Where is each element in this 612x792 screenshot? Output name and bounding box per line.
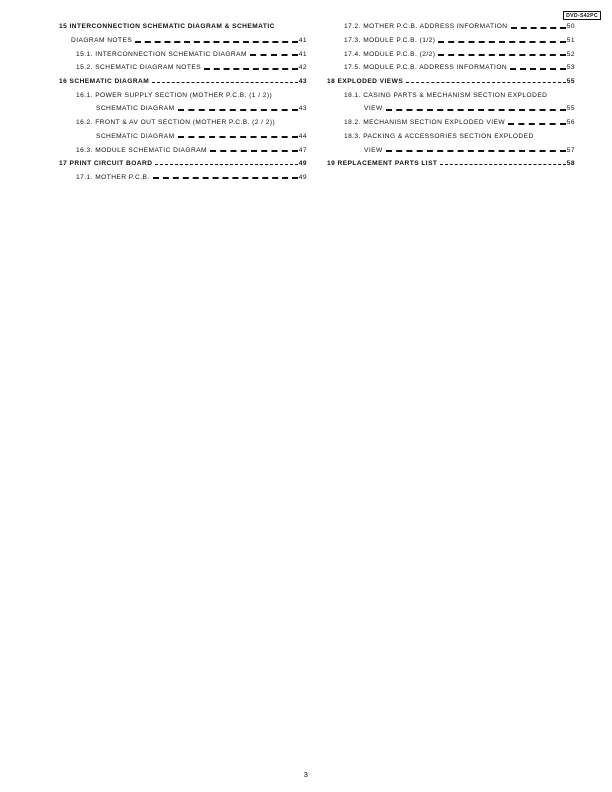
toc-entry[interactable]: [327, 75, 575, 89]
toc-entry-title: DIAGRAM NOTES: [71, 37, 133, 45]
toc-left-column: [59, 20, 307, 184]
toc-entry[interactable]: [59, 75, 307, 89]
toc-dot-leader: [438, 41, 565, 43]
toc-entry-page: 47: [298, 146, 307, 154]
toc-entry-title: SCHEMATIC DIAGRAM: [96, 105, 175, 113]
page-number: 3: [303, 770, 309, 779]
toc-entry-title: 17 PRINT CIRCUIT BOARD: [59, 160, 153, 168]
toc-entry-title: VIEW: [364, 146, 383, 154]
toc-entry-page: 41: [298, 37, 307, 45]
toc-dot-leader: [406, 82, 566, 83]
toc-entry[interactable]: [327, 102, 575, 116]
toc-dot-leader: [438, 54, 565, 56]
model-number-badge: DVD-S42PC: [563, 11, 601, 20]
toc-entry-page: 56: [566, 119, 575, 127]
toc-entry-title: 16.1. POWER SUPPLY SECTION (MOTHER P.C.B. (1 / 2)): [76, 91, 273, 99]
toc-entry[interactable]: [327, 130, 575, 144]
toc-entry-title: 17.2. MOTHER P.C.B. ADDRESS INFORMATION: [344, 23, 508, 31]
toc-dot-leader: [135, 41, 298, 43]
toc-entry-title: 18.1. CASING PARTS & MECHANISM SECTION EXPLODED: [344, 91, 548, 99]
toc-entry-title: 16 SCHEMATIC DIAGRAM: [59, 78, 150, 86]
toc-entry-page: 44: [298, 132, 307, 140]
toc-dot-leader: [153, 177, 298, 179]
toc-dot-leader: [178, 136, 298, 138]
toc-dot-leader: [386, 150, 566, 152]
toc-entry[interactable]: [327, 61, 575, 75]
toc-right-column: [327, 20, 575, 171]
toc-entry-title: 16.3. MODULE SCHEMATIC DIAGRAM: [76, 146, 207, 154]
toc-dot-leader: [204, 68, 298, 70]
toc-entry-page: 42: [298, 64, 307, 72]
toc-entry-title: 18.2. MECHANISM SECTION EXPLODED VIEW: [344, 119, 506, 127]
toc-dot-leader: [386, 109, 566, 111]
toc-entry-title: 18.3. PACKING & ACCESSORIES SECTION EXPLODED: [344, 132, 534, 140]
toc-entry-title: SCHEMATIC DIAGRAM: [96, 132, 175, 140]
toc-entry-title: 19 REPLACEMENT PARTS LIST: [327, 160, 438, 168]
toc-entry-title: 17.1. MOTHER P.C.B.: [76, 173, 150, 181]
toc-dot-leader: [440, 164, 565, 165]
toc-entry-page: 57: [566, 146, 575, 154]
toc-entry-title: 15.1. INTERCONNECTION SCHEMATIC DIAGRAM: [76, 50, 247, 58]
toc-dot-leader: [250, 54, 298, 56]
toc-entry-page: 50: [566, 23, 575, 31]
toc-entry-page: 58: [566, 160, 575, 168]
toc-entry-page: 43: [298, 105, 307, 113]
toc-entry-page: 49: [298, 173, 307, 181]
toc-entry-page: 51: [566, 37, 575, 45]
toc-dot-leader: [510, 68, 566, 70]
toc-entry[interactable]: [327, 47, 575, 61]
toc-entry-title: 17.5. MODULE P.C.B. ADDRESS INFORMATION: [344, 64, 508, 72]
toc-entry[interactable]: [59, 20, 307, 34]
toc-dot-leader: [155, 164, 297, 165]
toc-entry-page: 53: [566, 64, 575, 72]
toc-entry[interactable]: [59, 130, 307, 144]
toc-entry[interactable]: [59, 157, 307, 171]
toc-dot-leader: [152, 82, 298, 83]
toc-entry-page: 43: [298, 78, 307, 86]
toc-entry[interactable]: [59, 171, 307, 185]
toc-entry[interactable]: [59, 61, 307, 75]
toc-dot-leader: [210, 150, 298, 152]
toc-entry-page: 49: [298, 160, 307, 168]
toc-entry[interactable]: [327, 88, 575, 102]
toc-entry[interactable]: [59, 143, 307, 157]
toc-entry-title: 17.3. MODULE P.C.B. (1/2): [344, 37, 436, 45]
toc-entry-title: 17.4. MODULE P.C.B. (2/2): [344, 50, 436, 58]
toc-entry[interactable]: [327, 157, 575, 171]
toc-entry[interactable]: [59, 116, 307, 130]
toc-dot-leader: [511, 27, 566, 29]
toc-entry[interactable]: [327, 20, 575, 34]
toc-dot-leader: [508, 123, 566, 125]
toc-entry-page: 55: [566, 78, 575, 86]
toc-entry-title: 15 INTERCONNECTION SCHEMATIC DIAGRAM & SCHEMATIC: [59, 23, 275, 31]
toc-entry[interactable]: [59, 102, 307, 116]
toc-dot-leader: [178, 109, 298, 111]
toc-entry[interactable]: [327, 34, 575, 48]
toc-entry[interactable]: [327, 116, 575, 130]
toc-entry-page: 41: [298, 50, 307, 58]
toc-entry[interactable]: [327, 143, 575, 157]
toc-entry-page: 52: [566, 50, 575, 58]
toc-entry-title: 16.2. FRONT & AV OUT SECTION (MOTHER P.C.B. (2 / 2)): [76, 119, 276, 127]
toc-entry[interactable]: [59, 47, 307, 61]
toc-entry-title: 18 EXPLODED VIEWS: [327, 78, 404, 86]
toc-entry-page: 55: [566, 105, 575, 113]
toc-entry[interactable]: [59, 88, 307, 102]
toc-entry-title: VIEW: [364, 105, 383, 113]
toc-entry[interactable]: [59, 34, 307, 48]
toc-entry-title: 15.2. SCHEMATIC DIAGRAM NOTES: [76, 64, 202, 72]
